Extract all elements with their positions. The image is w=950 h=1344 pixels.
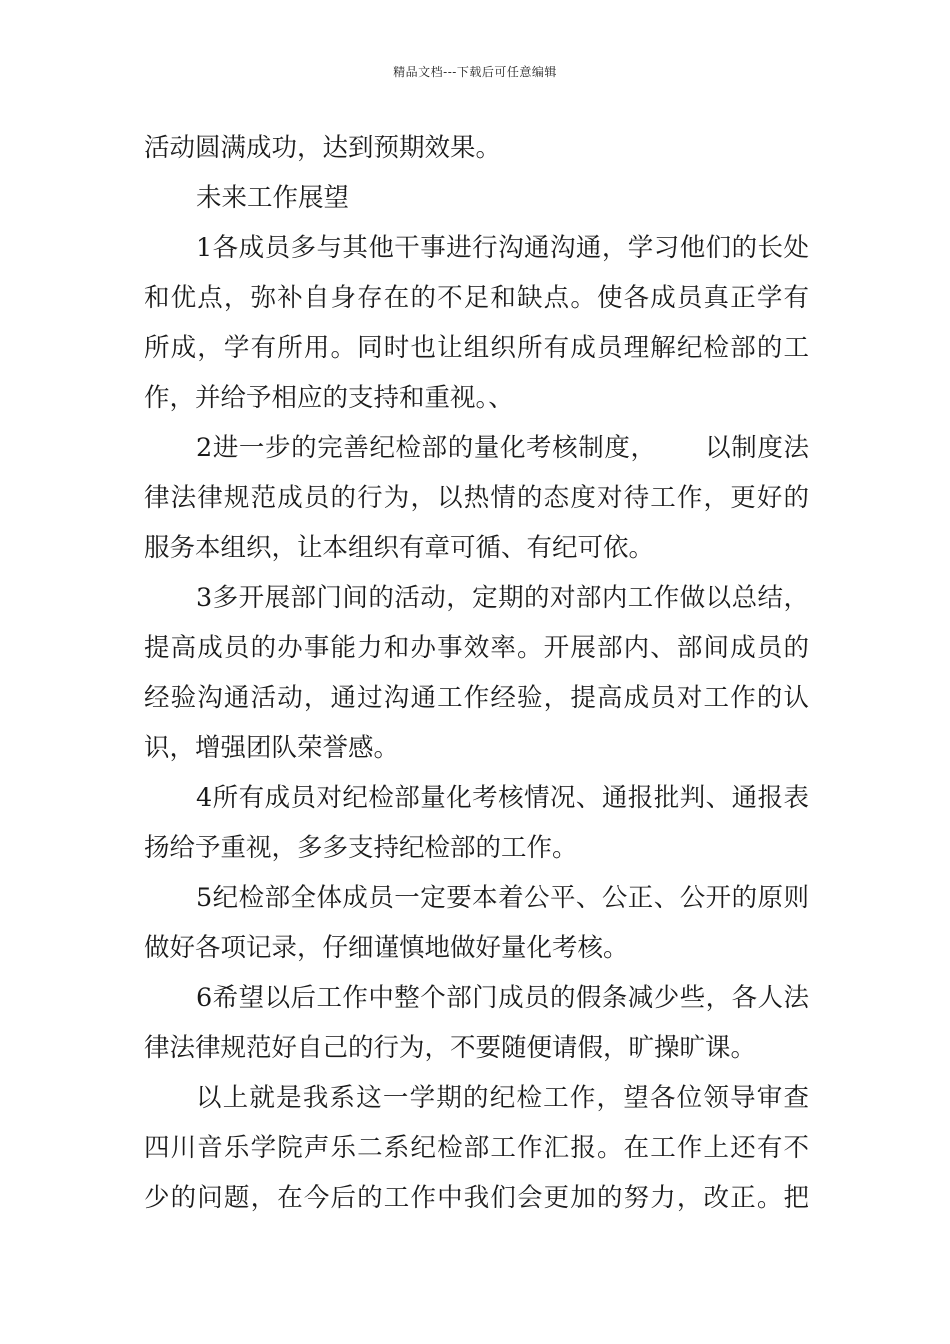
page-header: 精品文档---下载后可任意编辑 [393,65,557,79]
section-heading: 未来工作展望 [196,183,350,213]
body-line: 服务本组织，让本组织有章可循、有纪可依。 [144,533,655,563]
body-line: 扬给予重视，多多支持纪检部的工作。 [144,833,578,863]
body-line: 经验沟通活动，通过沟通工作经验，提高成员对工作的认 [144,683,809,713]
body-line: 3多开展部门间的活动，定期的对部内工作做以总结， [196,583,809,613]
body-line: 律法律规范好自己的行为，不要随便请假，旷操旷课。 [144,1033,757,1063]
body-line: 4所有成员对纪检部量化考核情况、通报批判、通报表 [196,783,809,813]
body-line: 5纪检部全体成员一定要本着公平、公正、公开的原则 [196,883,809,913]
body-line: 1各成员多与其他干事进行沟通沟通，学习他们的长处 [196,233,809,263]
body-line: 做好各项记录，仔细谨慎地做好量化考核。 [144,933,629,963]
body-line [196,431,809,465]
body-line: 以上就是我系这一学期的纪检工作，望各位领导审查 [196,1083,809,1113]
body-line: 四川音乐学院声乐二系纪检部工作汇报。在工作上还有不 [144,1133,809,1163]
body-line: 6希望以后工作中整个部门成员的假条减少些，各人法 [196,983,809,1013]
body-line: 作，并给予相应的支持和重视。、 [144,383,514,413]
text-segment: 2进一步的完善纪检部的量化考核制度， [196,433,657,463]
body-line: 活动圆满成功，达到预期效果。 [144,133,502,163]
body-line: 和优点，弥补自身存在的不足和缺点。使各成员真正学有 [144,283,809,313]
body-line: 提高成员的办事能力和办事效率。开展部内、部间成员的 [144,633,809,663]
body-line: 律法律规范成员的行为，以热情的态度对待工作，更好的 [144,483,809,513]
body-line: 识，增强团队荣誉感。 [144,733,400,763]
body-line: 少的问题，在今后的工作中我们会更加的努力，改正。把 [144,1183,809,1213]
text-segment: 以制度法 [704,433,809,463]
body-line: 所成，学有所用。同时也让组织所有成员理解纪检部的工 [144,333,809,363]
